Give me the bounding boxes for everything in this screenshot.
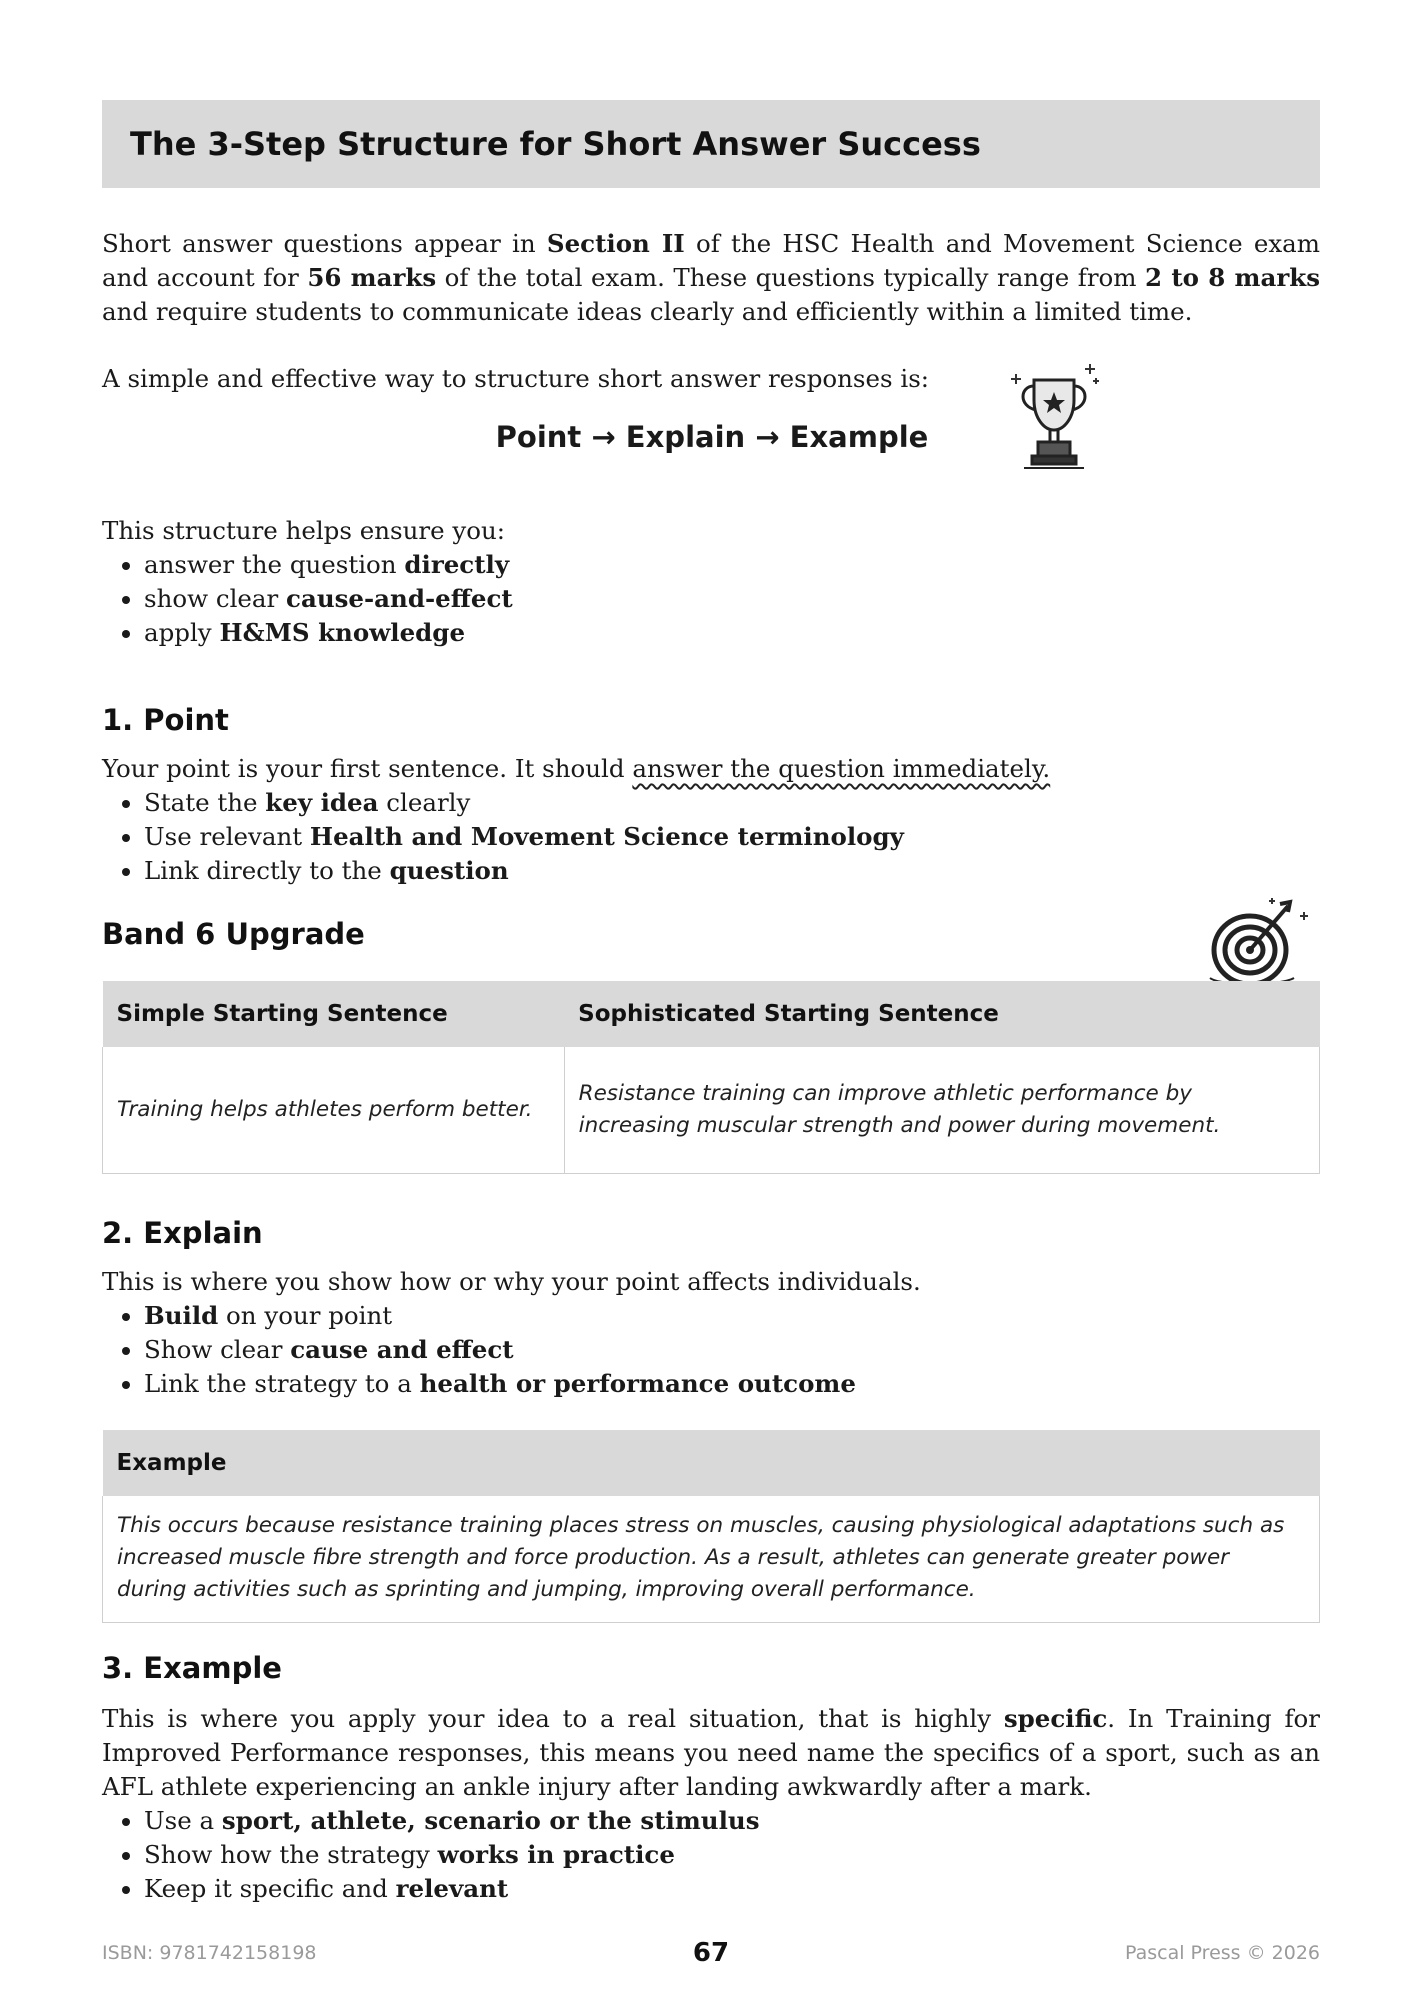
section-header <box>102 100 1320 188</box>
table-row <box>103 1496 1320 1623</box>
intro-bold: Section II <box>546 229 685 258</box>
explain-intro: This is where you show how or why your point affects individuals. <box>102 1267 921 1296</box>
intro-bold: 56 marks <box>307 263 437 292</box>
band6-heading: Band 6 Upgrade <box>102 917 365 951</box>
page-footer <box>102 1940 1320 1970</box>
list-item: • Show how the strategy works in practice <box>144 1838 1324 1872</box>
explain-list <box>102 1299 1324 1401</box>
band6-table <box>102 981 1320 1174</box>
table-header-row <box>103 1430 1320 1496</box>
isbn: ISBN: 9781742158198 <box>102 1942 317 1964</box>
list-item: • Link the strategy to a health or performance outcome <box>144 1367 1324 1401</box>
example-label: Example <box>103 1430 1320 1496</box>
page-title: The 3-Step Structure for Short Answer Success <box>130 125 981 163</box>
intro-text: and require students to communicate ideas clearly and efficiently within a limited time. <box>102 297 1193 326</box>
intro-text: of the HSC Health and Movement Science exam and account for <box>102 229 1320 292</box>
publisher-credit: Pascal Press © 2026 <box>1125 1942 1320 1964</box>
list-item: • Build on your point <box>144 1299 1324 1333</box>
page-number: 67 <box>692 1938 730 1968</box>
list-item: • State the key idea clearly <box>144 786 1324 820</box>
structure-intro: A simple and effective way to structure short answer responses is: <box>102 364 930 393</box>
table-row <box>103 1047 1320 1174</box>
target-arrow-icon <box>1200 890 1320 990</box>
point-intro: Your point is your first sentence. It should answer the question immediately. <box>102 754 1051 783</box>
intro-text: Short answer questions appear in <box>102 229 547 258</box>
column-header: Simple Starting Sentence <box>103 981 565 1047</box>
intro-text: of the total exam. These questions typically range from <box>436 263 1146 292</box>
underlined-emphasis: answer the question immediately. <box>632 754 1051 783</box>
point-list <box>102 786 1324 888</box>
list-item: • Keep it specific and relevant <box>144 1872 1324 1906</box>
table-header-row <box>103 981 1320 1047</box>
list-item: • show clear cause-and-effect <box>144 582 1324 616</box>
example-list <box>102 1804 1324 1906</box>
example-text: This occurs because resistance training places stress on muscles, causing physiological adaptations such as increased muscle fibre strength and force production. As a result, athletes can generate greater power during activities such as sprinting and jumping, improving overall performance. <box>103 1496 1320 1623</box>
page <box>102 100 1320 1903</box>
helps-list <box>102 548 1324 650</box>
trophy-icon <box>1004 358 1104 474</box>
intro-paragraph <box>102 227 1320 329</box>
list-item: • Show clear cause and effect <box>144 1333 1324 1367</box>
list-item: • apply H&MS knowledge <box>144 616 1324 650</box>
explain-example-box <box>102 1430 1320 1623</box>
table-cell: Resistance training can improve athletic performance by increasing muscular strength and power during movement. <box>564 1047 1319 1174</box>
list-item: • Use relevant Health and Movement Science terminology <box>144 820 1324 854</box>
list-item: • Use a sport, athlete, scenario or the stimulus <box>144 1804 1324 1838</box>
section-heading-point: 1. Point <box>102 703 229 737</box>
example-paragraph: This is where you apply your idea to a real situation, that is highly specific. In Training for Improved Performance responses, this means you need name the specifics of a sport, such as an AFL athlete experiencing an ankle injury after landing awkwardly after a mark. <box>102 1704 1320 1801</box>
column-header: Sophisticated Starting Sentence <box>564 981 1319 1047</box>
table-cell: Training helps athletes perform better. <box>103 1047 565 1174</box>
helps-lead: This structure helps ensure you: <box>102 516 505 545</box>
list-item: • answer the question directly <box>144 548 1324 582</box>
section-heading-explain: 2. Explain <box>102 1216 263 1250</box>
intro-bold: 2 to 8 marks <box>1145 263 1320 292</box>
structure-formula: Point → Explain → Example <box>495 420 929 454</box>
section-heading-example: 3. Example <box>102 1651 282 1685</box>
list-item: • Link directly to the question <box>144 854 1324 888</box>
